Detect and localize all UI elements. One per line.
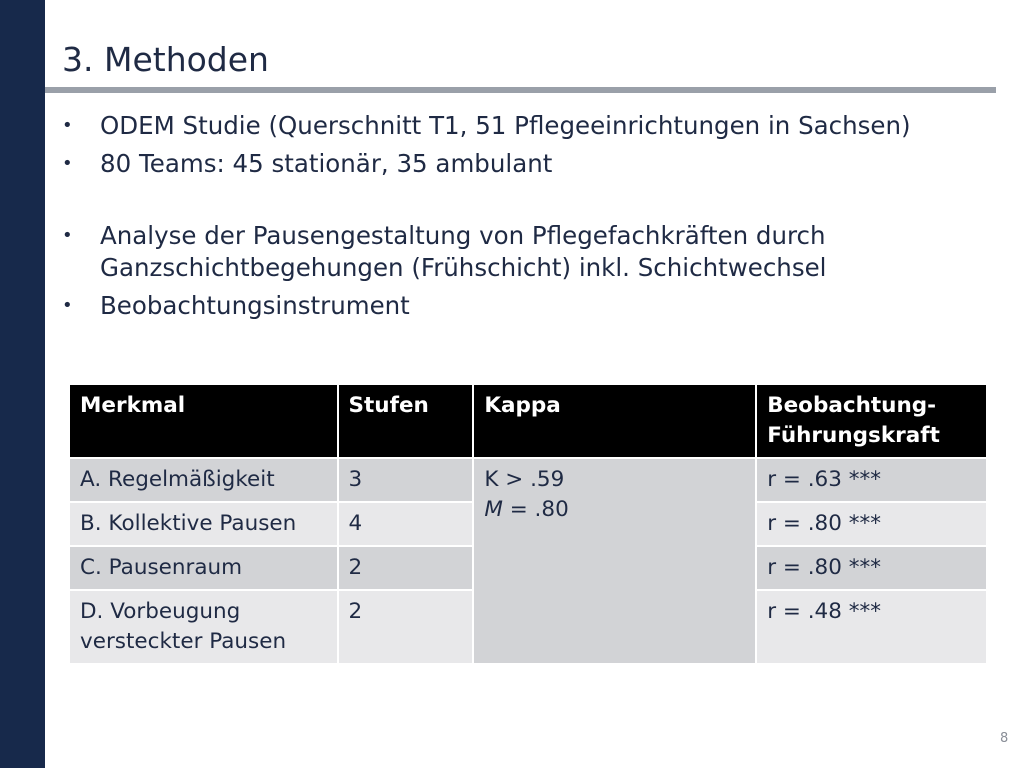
cell-fk: r = .80 ***: [756, 502, 987, 546]
table-row: [69, 458, 987, 502]
header-merkmal: Merkmal: [69, 384, 338, 458]
cell-stufen: 2: [338, 546, 474, 590]
bullet-text: Beobachtungsinstrument: [100, 291, 410, 320]
cell-fk: r = .48 ***: [756, 590, 987, 664]
bullet-item: [62, 290, 962, 322]
cell-stufen: 4: [338, 502, 474, 546]
cell-kappa: [473, 458, 756, 664]
cell-fk: r = .80 ***: [756, 546, 987, 590]
cell-fk: r = .63 ***: [756, 458, 987, 502]
bullet-text: ODEM Studie (Querschnitt T1, 51 Pflegeeinrichtungen in Sachsen): [100, 111, 911, 140]
cell-stufen: 3: [338, 458, 474, 502]
page-number: 8: [1000, 731, 1009, 746]
header-beobachtung: Beobachtung-Führungskraft: [756, 384, 987, 458]
bullet-item: [62, 148, 962, 180]
bullet-item: [62, 220, 962, 284]
kappa-mean: [484, 495, 745, 525]
kappa-mean-symbol: M: [484, 497, 503, 522]
observation-table: [68, 383, 988, 665]
kappa-mean-value: = .80: [502, 497, 569, 522]
header-kappa: Kappa: [473, 384, 756, 458]
bullet-item: [62, 110, 962, 142]
slide-title: 3. Methoden: [62, 40, 269, 79]
header-stufen: Stufen: [338, 384, 474, 458]
cell-stufen: 2: [338, 590, 474, 664]
bullet-list: [62, 110, 962, 328]
cell-merkmal: D. Vorbeugung versteckter Pausen: [69, 590, 338, 664]
bullet-icon: •: [62, 115, 73, 136]
kappa-value: K > .59: [484, 467, 565, 492]
cell-merkmal: A. Regelmäßigkeit: [69, 458, 338, 502]
bullet-icon: •: [62, 295, 73, 316]
title-divider: [45, 87, 996, 93]
bullet-text: Analyse der Pausengestaltung von Pflegefachkräften durch Ganzschichtbegehungen (Frühschicht) inkl. Schichtwechsel: [100, 221, 827, 282]
cell-merkmal: B. Kollektive Pausen: [69, 502, 338, 546]
bullet-icon: •: [62, 153, 73, 174]
bullet-icon: •: [62, 225, 73, 246]
table-header-row: [69, 384, 987, 458]
cell-merkmal: C. Pausenraum: [69, 546, 338, 590]
bullet-text: 80 Teams: 45 stationär, 35 ambulant: [100, 149, 553, 178]
sidebar-accent: [0, 0, 45, 768]
